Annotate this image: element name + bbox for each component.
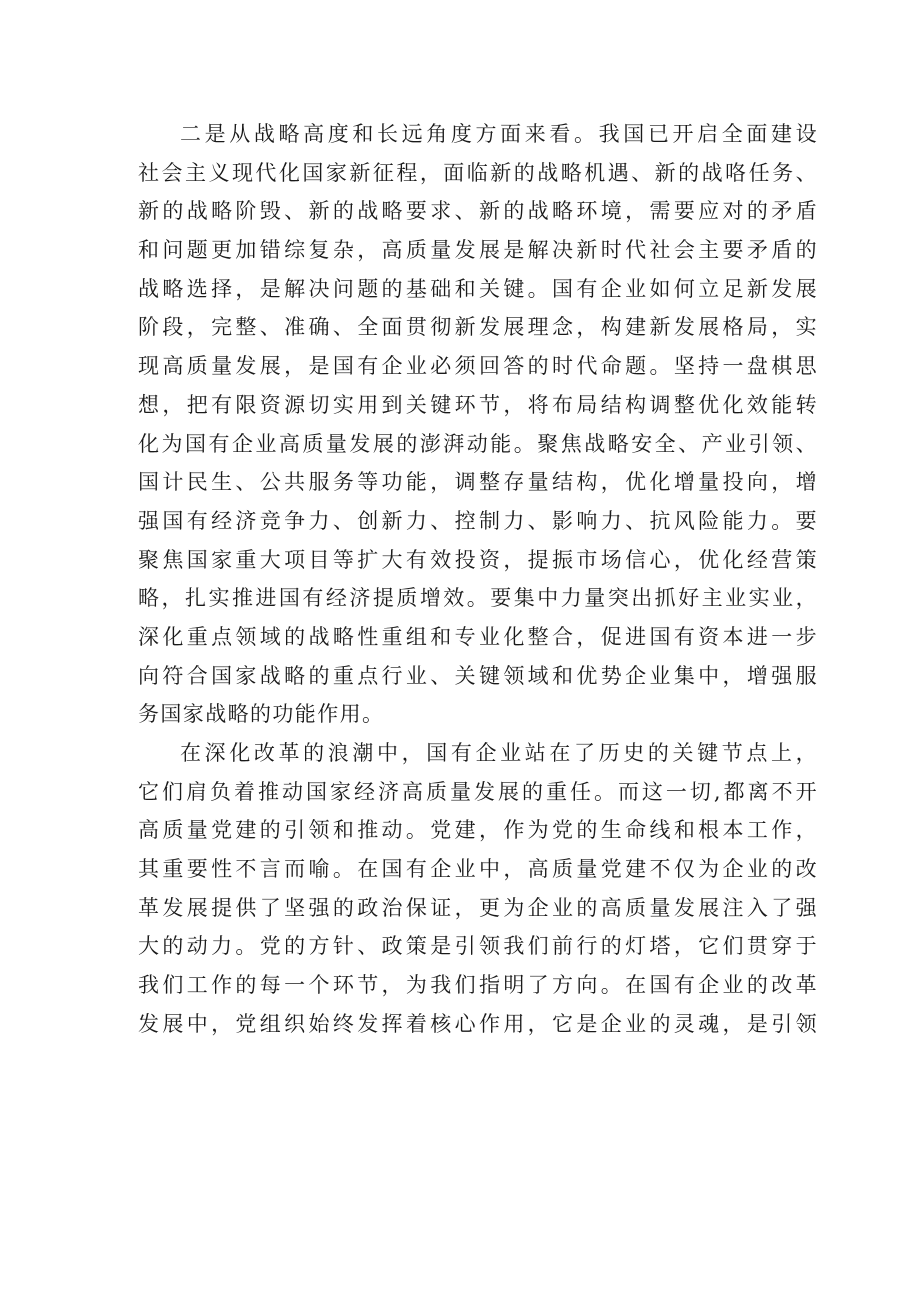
text-line: 它们肩负着推动国家经济高质量发展的重任。而这一切,都离不开 [138, 779, 818, 804]
paragraph-party-building [138, 734, 818, 1044]
text-line: 革发展提供了坚强的政治保证，更为企业的高质量发展注入了强 [138, 895, 818, 920]
text-line: 战略选择，是解决问题的基础和关键。国有企业如何立足新发展 [138, 276, 818, 301]
paragraph-strategy [138, 115, 818, 734]
text-line: 深化重点领域的战略性重组和专业化整合，促进国有资本进一步 [138, 624, 818, 649]
document-body [138, 115, 818, 1044]
text-line: 聚焦国家重大项目等扩大有效投资，提振市场信心，优化经营策 [138, 547, 818, 572]
text-line: 其重要性不言而喻。在国有企业中，高质量党建不仅为企业的改 [138, 857, 818, 882]
text-line: 在深化改革的浪潮中，国有企业站在了历史的关键节点上， [180, 741, 818, 765]
text-line: 社会主义现代化国家新征程，面临新的战略机遇、新的战咯任务、 [138, 160, 818, 185]
text-line: 我们工作的每一个环节，为我们指明了方向。在国有企业的改革 [138, 973, 818, 998]
text-line: 新的战略阶毁、新的战略要求、新的战略环境，需要应对的矛盾 [138, 199, 818, 224]
text-line: 大的动力。党的方针、政策是引领我们前行的灯塔，它们贯穿于 [138, 934, 818, 959]
text-line: 发展中，党组织始终发挥着核心作用，它是企业的灵魂，是引领 [138, 1011, 818, 1036]
text-line: 和问题更加错综复杂，高质量发展是解决新时代社会主要矛盾的 [138, 238, 818, 263]
text-line: 现高质量发展，是国有企业必须回答的时代命题。坚持一盘棋思 [138, 354, 818, 379]
text-line: 略，扎实推进国有经济提质增效。要集中力量突出抓好主业实业， [138, 586, 818, 611]
text-line: 务国家战略的功能作用。 [138, 702, 385, 727]
text-line: 想，把有限资源切实用到关键环节，将布局结构调整优化效能转 [138, 392, 818, 417]
text-line: 高质量党建的引领和推动。党建，作为党的生命线和根本工作， [138, 818, 818, 843]
text-line: 化为国有企业高质量发展的澎湃动能。聚焦战略安全、产业引领、 [138, 431, 818, 456]
text-line: 强国有经济竞争力、创新力、控制力、影响力、抗风险能力。要 [138, 508, 818, 533]
text-line: 国计民生、公共服务等功能，调整存量结构，优化增量投向，增 [138, 470, 818, 495]
text-line: 二是从战略高度和长远角度方面来看。我国已开启全面建设 [180, 122, 818, 146]
text-line: 阶段，完整、准确、全面贯彻新发展理念，构建新发展格局，实 [138, 315, 818, 340]
text-line: 向符合国家战略的重点行业、关键领域和优势企业集中，增强服 [138, 663, 818, 688]
